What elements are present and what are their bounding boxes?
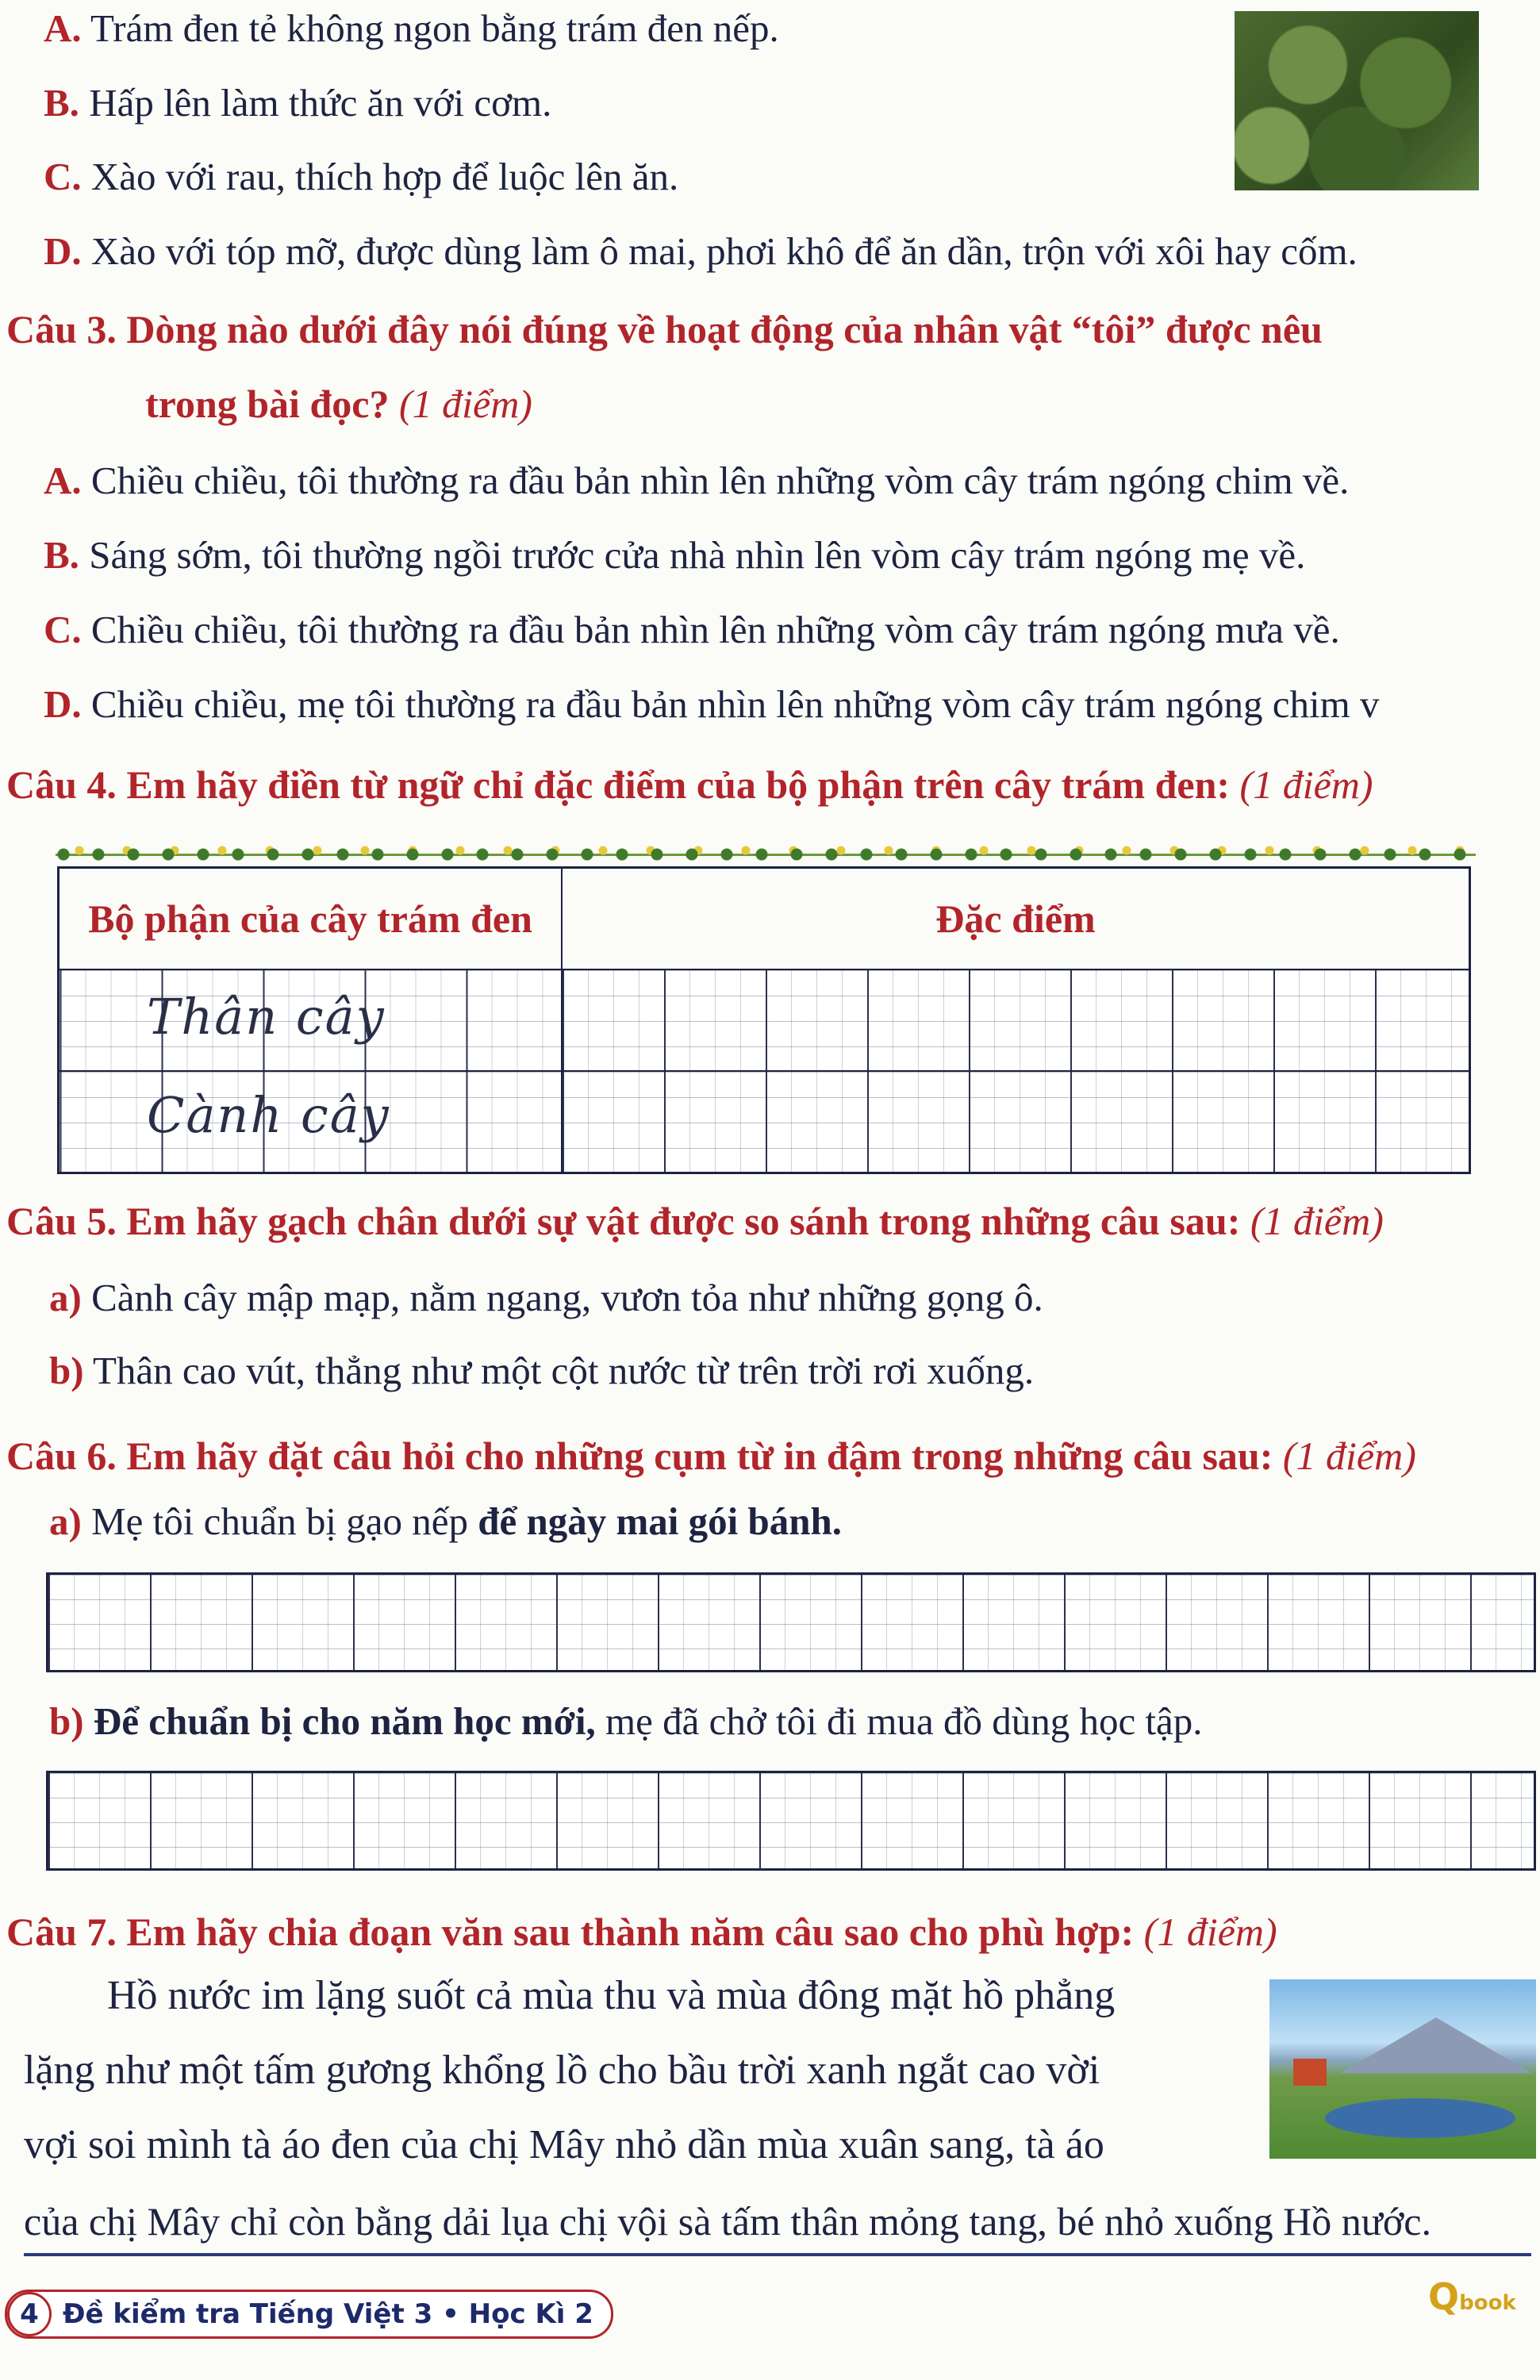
- q7-paragraph-line: Hồ nước im lặng suốt cả mùa thu và mùa đông mặt hồ phẳng: [107, 1973, 1116, 2018]
- q7-title: Câu 7. Em hãy chia đoạn văn sau thành năm câu sao cho phù hợp: (1 điểm): [6, 1910, 1277, 1954]
- q3-option-c: C. Chiều chiều, tôi thường ra đầu bản nhìn lên những vòm cây trám ngóng mưa về.: [44, 608, 1340, 651]
- q3-option-b: B. Sáng sớm, tôi thường ngồi trước cửa nhà nhìn lên vòm cây trám ngóng mẹ về.: [44, 533, 1306, 577]
- footer-divider: [24, 2253, 1531, 2256]
- page-number: 4: [7, 2292, 52, 2336]
- q2-option-d: D. Xào với tóp mỡ, được dùng làm ô mai, phơi khô để ăn dần, trộn với xôi hay cốm.: [44, 229, 1358, 273]
- q4-title: Câu 4. Em hãy điền từ ngữ chỉ đặc điểm của bộ phận trên cây trám đen: (1 điểm): [6, 762, 1373, 807]
- q2-option-c: C. Xào với rau, thích hợp để luộc lên ăn.: [44, 155, 679, 198]
- trait-table: [57, 866, 1471, 1174]
- q3-title: Câu 3. Dòng nào dưới đây nói đúng về hoạt động của nhân vật “tôi” được nêu: [6, 307, 1323, 351]
- handwritten-part: Thân cây: [147, 988, 386, 1046]
- tree-photo: [1235, 11, 1479, 190]
- q7-paragraph-line: của chị Mây chỉ còn bằng dải lụa chị vội sà tấm thân mỏng tang, bé nhỏ xuống Hồ nước.: [24, 2199, 1431, 2244]
- handwritten-part: Cành cây: [147, 1086, 390, 1144]
- q6-title: Câu 6. Em hãy đặt câu hỏi cho những cụm từ in đậm trong những câu sau: (1 điểm): [6, 1434, 1416, 1478]
- q2-option-b: B. Hấp lên làm thức ăn với cơm.: [44, 81, 552, 125]
- q5-sentence-b: b) Thân cao vút, thẳng như một cột nước từ trên trời rơi xuống.: [49, 1349, 1035, 1392]
- table-header-part: Bộ phận của cây trám đen: [59, 868, 563, 970]
- footer-badge: [5, 2290, 613, 2339]
- q2-option-a: A. Trám đen tẻ không ngon bằng trám đen nếp.: [44, 6, 779, 50]
- vine-decoration: [56, 843, 1476, 866]
- q5-sentence-a: a) Cành cây mập mạp, nằm ngang, vươn tỏa như những gọng ô.: [49, 1276, 1043, 1319]
- table-row-part: [59, 969, 563, 1071]
- footer-title: Đề kiểm tra Tiếng Việt 3 • Học Kì 2: [63, 2298, 593, 2330]
- answer-cell[interactable]: [562, 1071, 1470, 1173]
- q3-option-a: A. Chiều chiều, tôi thường ra đầu bản nhìn lên những vòm cây trám ngóng chim về.: [44, 459, 1350, 502]
- publisher-logo: Qbook: [1428, 2275, 1516, 2318]
- lake-illustration: [1269, 1979, 1536, 2159]
- q3-title-line2: trong bài đọc? (1 điểm): [145, 382, 532, 426]
- q6-answer-b[interactable]: [46, 1771, 1536, 1871]
- q7-paragraph-line: lặng như một tấm gương khổng lồ cho bầu trời xanh ngắt cao vời: [24, 2048, 1100, 2093]
- q6-sentence-b: b) Để chuẩn bị cho năm học mới, mẹ đã chở tôi đi mua đồ dùng học tập.: [49, 1699, 1203, 1743]
- answer-cell[interactable]: [562, 969, 1470, 1071]
- q6-answer-a[interactable]: [46, 1572, 1536, 1672]
- q5-title: Câu 5. Em hãy gạch chân dưới sự vật được so sánh trong những câu sau: (1 điểm): [6, 1199, 1384, 1243]
- table-header-trait: Đặc điểm: [562, 868, 1470, 970]
- q7-paragraph-line: vợi soi mình tà áo đen của chị Mây nhỏ dần mùa xuân sang, tà áo: [24, 2122, 1104, 2167]
- table-row-part: [59, 1071, 563, 1173]
- q6-sentence-a: a) Mẹ tôi chuẩn bị gạo nếp để ngày mai gói bánh.: [49, 1499, 843, 1543]
- q3-option-d: D. Chiều chiều, mẹ tôi thường ra đầu bản nhìn lên những vòm cây trám ngóng chim v: [44, 682, 1380, 726]
